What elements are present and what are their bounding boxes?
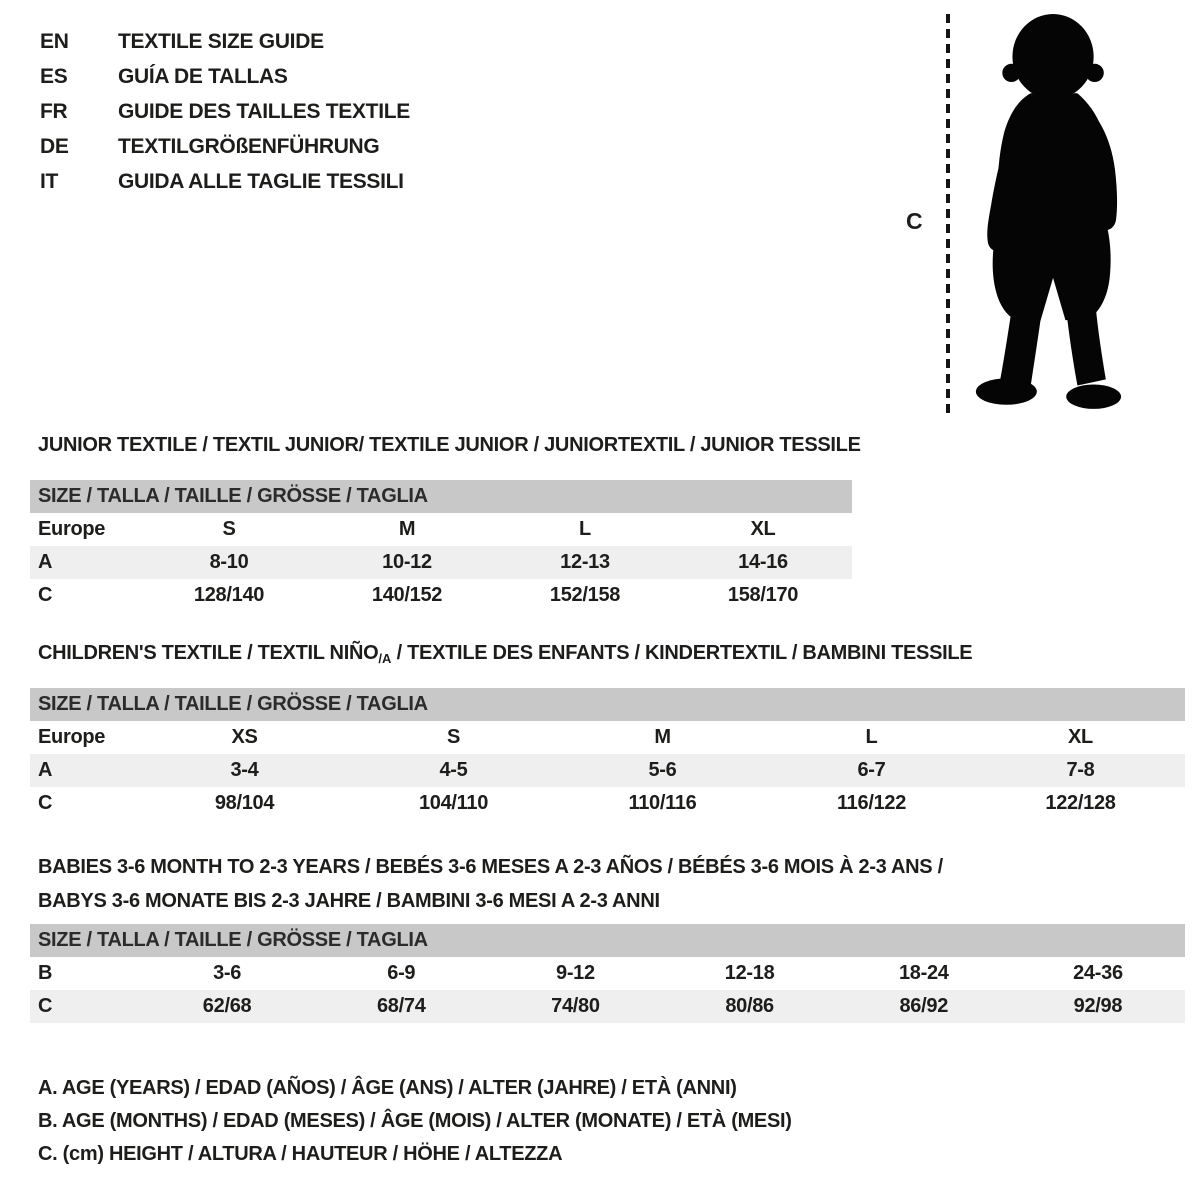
cell: 98/104 — [214, 792, 275, 814]
cell: 74/80 — [551, 995, 600, 1017]
junior-row-age — [30, 546, 852, 579]
cell: 62/68 — [202, 995, 252, 1017]
language-row-es — [40, 65, 410, 100]
row-label: A — [38, 551, 53, 573]
row-label: C — [38, 584, 53, 606]
cell: 86/92 — [899, 995, 949, 1017]
children-col-xs: XS — [231, 726, 258, 748]
cell: 12-18 — [724, 962, 775, 984]
children-col-l: L — [865, 726, 878, 748]
cell: 10-12 — [382, 551, 432, 573]
footnote-c: C. (cm) HEIGHT / ALTURA / HAUTEUR / HÖHE / ALTEZZA — [38, 1143, 563, 1165]
babies-section-title — [38, 850, 943, 918]
guide-title-it: GUIDA ALLE TAGLIE TESSILI — [118, 170, 404, 193]
junior-col-m: M — [398, 518, 416, 540]
children-row-height — [30, 787, 1185, 820]
cell: 7-8 — [1066, 759, 1095, 781]
cell: 9-12 — [556, 962, 595, 984]
language-code: ES — [40, 65, 68, 88]
babies-size-header: SIZE / TALLA / TAILLE / GRÖSSE / TAGLIA — [30, 924, 1185, 957]
footnote-a: A. AGE (YEARS) / EDAD (AÑOS) / ÂGE (ANS) / ALTER (JAHRE) / ETÀ (ANNI) — [38, 1077, 737, 1099]
cell: 116/122 — [836, 792, 907, 814]
babies-size-table — [30, 924, 1185, 1023]
language-row-it — [40, 170, 410, 205]
children-col-m: M — [654, 726, 671, 748]
language-row-fr — [40, 100, 410, 135]
language-row-de — [40, 135, 410, 170]
height-measure-label: C — [906, 208, 923, 234]
children-size-header: SIZE / TALLA / TAILLE / GRÖSSE / TAGLIA — [30, 688, 1185, 721]
legend-footnotes — [38, 1072, 792, 1171]
cell: 128/140 — [193, 584, 265, 606]
cell: 68/74 — [376, 995, 426, 1017]
language-row-en — [40, 30, 410, 65]
cell: 5-6 — [648, 759, 677, 781]
language-title-list — [40, 30, 410, 205]
guide-title-en: TEXTILE SIZE GUIDE — [118, 30, 324, 53]
junior-col-l: L — [579, 518, 591, 540]
cell: 8-10 — [209, 551, 249, 573]
junior-size-header: SIZE / TALLA / TAILLE / GRÖSSE / TAGLIA — [30, 480, 852, 513]
cell: 4-5 — [439, 759, 468, 781]
guide-title-es: GUÍA DE TALLAS — [118, 65, 288, 88]
junior-col-s: S — [222, 518, 236, 540]
cell: 3-4 — [230, 759, 259, 781]
language-code: DE — [40, 135, 69, 158]
row-label: C — [38, 792, 53, 814]
height-measure-dashed-line — [946, 14, 950, 416]
guide-title-fr: GUIDE DES TAILLES TEXTILE — [118, 100, 410, 123]
children-title-subscript: /A — [378, 651, 392, 666]
cell: 6-7 — [857, 759, 886, 781]
cell: 18-24 — [898, 962, 949, 984]
junior-section-title: JUNIOR TEXTILE / TEXTIL JUNIOR/ TEXTILE JUNIOR / JUNIORTEXTIL / JUNIOR TESSILE — [38, 434, 861, 456]
children-row-age — [30, 754, 1185, 787]
cell: 24-36 — [1073, 962, 1123, 984]
children-columns-row — [30, 721, 1185, 754]
cell: 3-6 — [213, 962, 242, 984]
children-section-title — [38, 642, 972, 666]
cell: 12-13 — [560, 551, 610, 573]
row-label: B — [38, 962, 53, 984]
cell: 158/170 — [727, 584, 799, 606]
cell: 122/128 — [1045, 792, 1116, 814]
children-col-europe: Europe — [38, 726, 106, 748]
footnote-b: B. AGE (MONTHS) / EDAD (MESES) / ÂGE (MOIS) / ALTER (MONATE) / ETÀ (MESI) — [38, 1110, 792, 1132]
junior-col-europe: Europe — [38, 518, 106, 540]
junior-size-table — [30, 480, 852, 612]
cell: 140/152 — [371, 584, 443, 606]
children-size-table — [30, 688, 1185, 820]
children-title-part2: / TEXTILE DES ENFANTS / KINDERTEXTIL / BAMBINI TESSILE — [391, 642, 973, 664]
cell: 110/116 — [628, 792, 697, 814]
babies-title-line1: BABIES 3-6 MONTH TO 2-3 YEARS / BEBÉS 3-6 MESES A 2-3 AÑOS / BÉBÉS 3-6 MOIS À 2-3 ANS / — [38, 856, 943, 878]
baby-silhouette-icon — [962, 12, 1138, 418]
babies-row-months — [30, 957, 1185, 990]
guide-title-de: TEXTILGRÖßENFÜHRUNG — [118, 135, 380, 158]
junior-row-height — [30, 579, 852, 612]
junior-col-xl: XL — [750, 518, 776, 540]
children-title-part1: CHILDREN'S TEXTILE / TEXTIL NIÑO — [38, 642, 379, 664]
babies-row-height — [30, 990, 1185, 1023]
cell: 92/98 — [1073, 995, 1123, 1017]
babies-title-line2: BABYS 3-6 MONATE BIS 2-3 JAHRE / BAMBINI 3-6 MESI A 2-3 ANNI — [38, 890, 660, 912]
row-label: C — [38, 995, 53, 1017]
language-code: FR — [40, 100, 68, 123]
cell: 14-16 — [738, 551, 788, 573]
cell: 80/86 — [725, 995, 774, 1017]
language-code: IT — [40, 170, 59, 193]
cell: 6-9 — [387, 962, 416, 984]
row-label: A — [38, 759, 53, 781]
cell: 152/158 — [549, 584, 621, 606]
cell: 104/110 — [418, 792, 489, 814]
junior-columns-row — [30, 513, 852, 546]
children-col-xl: XL — [1068, 726, 1093, 748]
children-col-s: S — [446, 726, 461, 748]
language-code: EN — [40, 30, 69, 53]
